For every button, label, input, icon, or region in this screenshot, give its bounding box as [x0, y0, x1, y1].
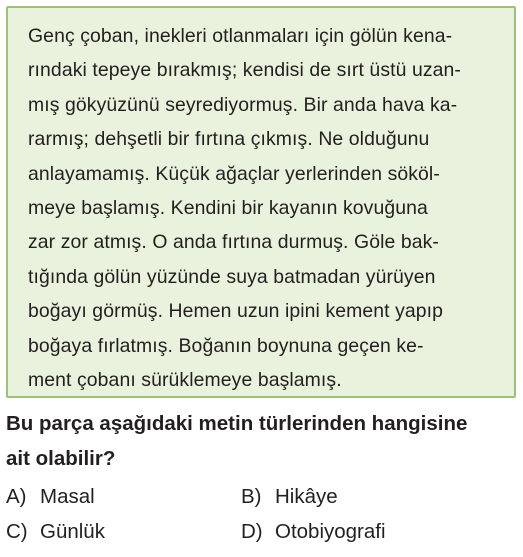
option-text: Hikâye — [275, 485, 338, 508]
passage-line: meye başlamış. Kendini bir kayanın kovuğuna — [28, 197, 428, 219]
option-text: Otobiyografi — [275, 520, 386, 543]
passage-line: Genç çoban, inekleri otlanmaları için gölün kena- — [28, 25, 453, 47]
passage-line: tığında gölün yüzünde suya batmadan yürüyen — [28, 266, 436, 288]
passage-line: ment çobanı sürüklemeye başlamış. — [28, 369, 342, 391]
option-text: Günlük — [40, 520, 105, 543]
question-line: Bu parça aşağıdaki metin türlerinden hangisine — [6, 412, 468, 435]
passage-line: rındaki tepeye bırakmış; kendisi de sırt üstü uzan- — [28, 59, 461, 81]
option-letter: C) — [6, 520, 28, 543]
option-a[interactable] — [6, 485, 95, 509]
question-line: ait olabilir? — [6, 447, 116, 470]
passage-line: rarmış; dehşetli bir fırtına çıkmış. Ne olduğunu — [28, 128, 430, 150]
passage-line: boğaya fırlatmış. Boğanın boynuna geçen ke- — [28, 335, 424, 357]
passage-box — [6, 6, 516, 398]
passage-line: anlayamamış. Küçük ağaçlar yerlerinden sököl- — [28, 163, 440, 185]
option-d[interactable] — [241, 520, 386, 544]
passage-line: mış gökyüzünü seyrediyormuş. Bir anda hava ka- — [28, 94, 458, 116]
option-text: Masal — [40, 485, 95, 508]
option-letter: D) — [241, 520, 263, 543]
option-letter: A) — [6, 485, 27, 508]
option-c[interactable] — [6, 520, 105, 544]
option-letter: B) — [241, 485, 262, 508]
passage-line: boğayı görmüş. Hemen uzun ipini kement yapıp — [28, 300, 444, 322]
option-b[interactable] — [241, 485, 338, 509]
passage-line: zar zor atmış. O anda fırtına durmuş. Göle bak- — [28, 231, 439, 253]
